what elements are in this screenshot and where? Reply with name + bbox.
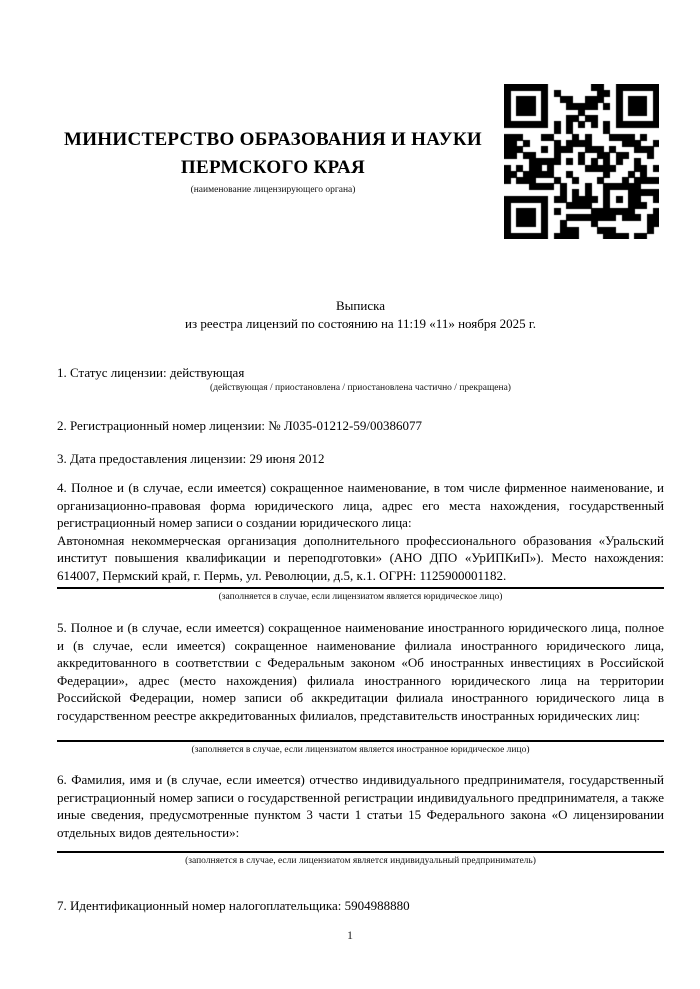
- ministry-name-line2: ПЕРМСКОГО КРАЯ: [180, 157, 366, 178]
- item-2-text: 2. Регистрационный номер лицензии: № Л035-01212-59/00386077: [57, 418, 423, 433]
- item-6-rule: [57, 851, 664, 853]
- item-4-legal-entity: [57, 479, 664, 603]
- item-6-text: 6. Фамилия, имя и (в случае, если имеется) отчество индивидуального предпринимателя, государственный регистрационный номер записи о государственной регистрации индивидуального предпринимателя, а также иные сведения, предусмотренные пунктом 3 части 1 статьи 15 Федерального закона «О лицензировании отдельных видов деятельности»:: [57, 772, 664, 840]
- document-title: [57, 297, 664, 332]
- ministry-caption: (наименование лицензирующего органа): [190, 185, 356, 195]
- item-4-caption: (заполняется в случае, если лицензиатом является юридическое лицо): [218, 592, 503, 602]
- item-4-value: Автономная некоммерческая организация дополнительного профессионального образования «Уральский институт повышения квалификации и переподготовки» (АНО ДПО «УрИПКиП»). Место нахождения: 614007, Пермский край, г. Пермь, ул. Революции, д.5, к.1. ОГРН: 1125900001182.: [57, 532, 664, 583]
- item-1-text: 1. Статус лицензии: действующая: [57, 365, 245, 380]
- document-title-line1: Выписка: [336, 298, 385, 313]
- qr-code-icon: [504, 84, 659, 239]
- item-7-text: 7. Идентификационный номер налогоплательщика: 5904988880: [57, 898, 410, 913]
- item-5-text: 5. Полное и (в случае, если имеется) сокращенное наименование иностранного юридического лица, полное и (в случае, если имеется) сокращенное наименование филиала иностранного юридического лица, аккредитованного в соответствии с Федеральным законом «Об иностранных инвестициях в Российской Федерации», адрес (место нахождения) филиала иностранного юридического лица на территории Российской Федерации, номер записи об аккредитации филиала иностранного юридического лица в государственном реестре аккредитованных филиалов, представительств иностранных юридических лиц:: [57, 620, 664, 723]
- item-6-caption: (заполняется в случае, если лицензиатом является индивидуальный предприниматель): [185, 856, 536, 866]
- item-4-rule: [57, 587, 664, 589]
- licensing-authority-block: [57, 126, 489, 195]
- item-1-license-status: [57, 364, 664, 394]
- page-number: 1: [347, 928, 353, 942]
- item-5-rule: [57, 740, 664, 742]
- item-2-registration-number: [57, 417, 664, 435]
- item-7-taxpayer-number: [57, 897, 664, 915]
- item-3-grant-date: [57, 450, 664, 468]
- ministry-name-line1: МИНИСТЕРСТВО ОБРАЗОВАНИЯ И НАУКИ: [63, 129, 483, 150]
- item-5-foreign-entity: [57, 619, 664, 756]
- item-1-caption: (действующая / приостановлена / приостановлена частично / прекращена): [210, 382, 511, 393]
- item-5-caption: (заполняется в случае, если лицензиатом является иностранное юридическое лицо): [191, 745, 530, 755]
- item-4-text: 4. Полное и (в случае, если имеется) сокращенное наименование, в том числе фирменное наименование, и организационно-правовая форма юридического лица, адрес его места нахождения, государственный регистрационный номер записи о создании юридического лица:: [57, 480, 664, 530]
- document-title-line2: из реестра лицензий по состоянию на 11:19 «11» ноября 2025 г.: [185, 315, 536, 331]
- item-3-text: 3. Дата предоставления лицензии: 29 июня 2012: [57, 451, 325, 466]
- item-6-individual-entrepreneur: [57, 771, 664, 867]
